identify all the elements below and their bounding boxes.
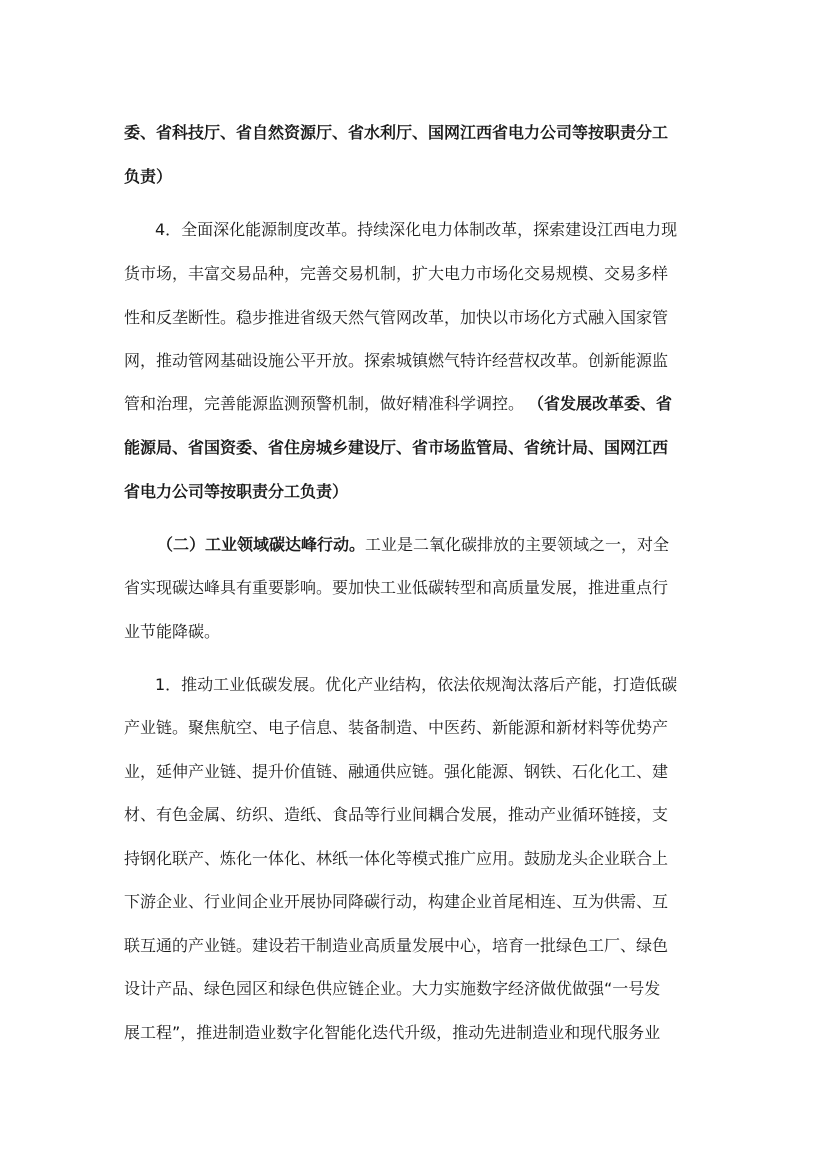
text-run: 展工程”，推进制造业数字化智能化迭代升级，推动先进制造业和现代服务业: [124, 1023, 661, 1042]
text-line: [124, 718, 668, 738]
text-run: 联互通的产业链。建设若干制造业高质量发展中心，培育一批绿色工厂、绿色: [124, 936, 669, 955]
text-run: 能源局、省国资委、省住房城乡建设厅、省市场监管局、省统计局、国网江西: [124, 438, 669, 457]
text-line: [124, 936, 668, 956]
text-run: 设计产品、绿色园区和绿色供应链企业。大力实施数字经济做优做强“一号发: [124, 979, 661, 998]
text-line: [124, 264, 668, 284]
text-line: [155, 220, 677, 240]
text-run: 货市场，丰富交易品种，完善交易机制，扩大电力市场化交易规模、交易多样: [124, 264, 669, 283]
text-line: [124, 578, 668, 598]
text-line: [124, 979, 660, 999]
text-line: [124, 123, 668, 143]
text-line: [124, 438, 668, 458]
text-line: [124, 762, 668, 782]
text-run: 管和治理，完善能源监测预警机制，做好精准科学调控。: [124, 394, 525, 413]
text-line: [157, 535, 669, 555]
text-line: [124, 394, 672, 414]
text-run: 负责）: [124, 167, 173, 186]
text-line: [155, 675, 677, 695]
text-run: 业，延伸产业链、提升价值链、融通供应链。强化能源、钢铁、石化化工、建: [124, 762, 669, 781]
text-line: [124, 167, 172, 187]
text-run: 性和反垄断性。稳步推进省级天然气管网改革，加快以市场化方式融入国家管: [124, 308, 669, 327]
text-run: 网，推动管网基础设施公平开放。探索城镇燃气特许经营权改革。创新能源监: [124, 351, 669, 370]
text-line: [124, 892, 668, 912]
text-line: [124, 1023, 660, 1043]
text-run: 下游企业、行业间企业开展协同降碳行动，构建企业首尾相连、互为供需、互: [124, 892, 669, 911]
text-run: 业节能降碳。: [124, 622, 221, 641]
text-run: （省发展改革委、省: [536, 394, 673, 413]
text-line: [124, 482, 348, 502]
text-run: 持钢化联产、炼化一体化、林纸一体化等模式推广应用。鼓励龙头企业联合上: [124, 849, 669, 868]
text-line: [124, 849, 668, 869]
text-run: 产业链。聚焦航空、电子信息、装备制造、中医药、新能源和新材料等优势产: [124, 718, 669, 737]
text-line: [124, 805, 668, 825]
text-line: [124, 622, 220, 642]
text-run: 省电力公司等按职责分工负责）: [124, 482, 349, 501]
text-run: 1．推动工业低碳发展。优化产业结构，依法依规淘汰落后产能，打造低碳: [155, 675, 678, 694]
text-run: 材、有色金属、纺织、造纸、食品等行业间耦合发展，推动产业循环链接，支: [124, 805, 669, 824]
text-run: （二）工业领域碳达峰行动。: [157, 535, 366, 554]
text-run: 4．全面深化能源制度改革。持续深化电力体制改革，探索建设江西电力现: [155, 220, 678, 239]
text-line: [124, 351, 668, 371]
text-run: 省实现碳达峰具有重要影响。要加快工业低碳转型和高质量发展，推进重点行: [124, 578, 669, 597]
text-run: 工业是二氧化碳排放的主要领域之一，对全: [365, 535, 670, 554]
text-run: 委、省科技厅、省自然资源厅、省水利厅、国网江西省电力公司等按职责分工: [124, 123, 669, 142]
text-line: [124, 308, 668, 328]
